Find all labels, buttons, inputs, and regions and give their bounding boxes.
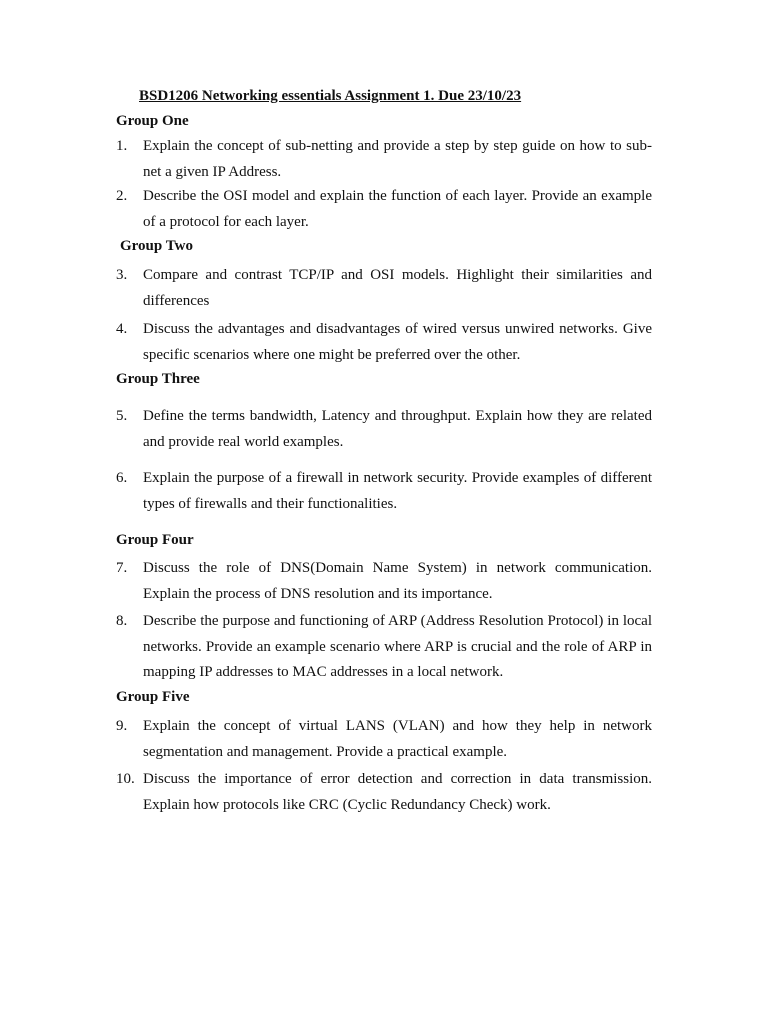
- question-text: Describe the purpose and functioning of ARP (Address Resolution Protocol) in local networks. Provide an example scenario where ARP is crucial and the role of ARP in mapping IP addresses to MAC addresses in a local network.: [143, 613, 652, 680]
- group-three-heading: Group Three: [116, 371, 200, 387]
- question-text: Discuss the role of DNS(Domain Name System) in network communication. Explain the process of DNS resolution and its importance.: [143, 560, 652, 602]
- document-title: BSD1206 Networking essentials Assignment 1. Due 23/10/23: [139, 88, 522, 104]
- question-text: Explain the purpose of a firewall in network security. Provide examples of different types of firewalls and their functionalities.: [143, 470, 652, 512]
- question-item-6: [116, 466, 652, 517]
- question-item-4: [116, 317, 652, 368]
- question-number: 1.: [116, 138, 128, 154]
- question-text: Define the terms bandwidth, Latency and throughput. Explain how they are related and provide real world examples.: [143, 408, 652, 450]
- group-one-heading: Group One: [116, 113, 189, 129]
- group-five-heading: Group Five: [116, 689, 190, 705]
- question-item-9: [116, 714, 652, 765]
- question-number: 7.: [116, 560, 128, 576]
- question-number: 5.: [116, 408, 128, 424]
- group-two-heading: Group Two: [120, 238, 193, 254]
- question-item-5: [116, 404, 652, 455]
- question-item-8: [116, 609, 652, 686]
- question-item-1: [116, 134, 652, 185]
- question-text: Discuss the importance of error detection and correction in data transmission. Explain how protocols like CRC (Cyclic Redundancy Check) work.: [143, 771, 652, 813]
- question-text: Explain the concept of virtual LANS (VLAN) and how they help in network segmentation and management. Provide a practical example.: [143, 718, 652, 760]
- question-item-10: [116, 767, 652, 818]
- group-four-heading: Group Four: [116, 532, 194, 548]
- question-item-2: [116, 184, 652, 235]
- question-number: 2.: [116, 188, 128, 204]
- question-number: 3.: [116, 267, 128, 283]
- question-number: 4.: [116, 321, 128, 337]
- question-text: Describe the OSI model and explain the function of each layer. Provide an example of a protocol for each layer.: [143, 188, 652, 230]
- question-text: Discuss the advantages and disadvantages of wired versus unwired networks. Give specific scenarios where one might be preferred over the other.: [143, 321, 652, 363]
- question-number: 10.: [116, 771, 135, 787]
- question-number: 9.: [116, 718, 128, 734]
- question-text: Explain the concept of sub-netting and provide a step by step guide on how to sub-net a given IP Address.: [143, 138, 652, 180]
- question-text: Compare and contrast TCP/IP and OSI models. Highlight their similarities and differences: [143, 267, 652, 309]
- question-item-7: [116, 556, 652, 607]
- question-number: 8.: [116, 613, 128, 629]
- question-item-3: [116, 263, 652, 314]
- question-number: 6.: [116, 470, 128, 486]
